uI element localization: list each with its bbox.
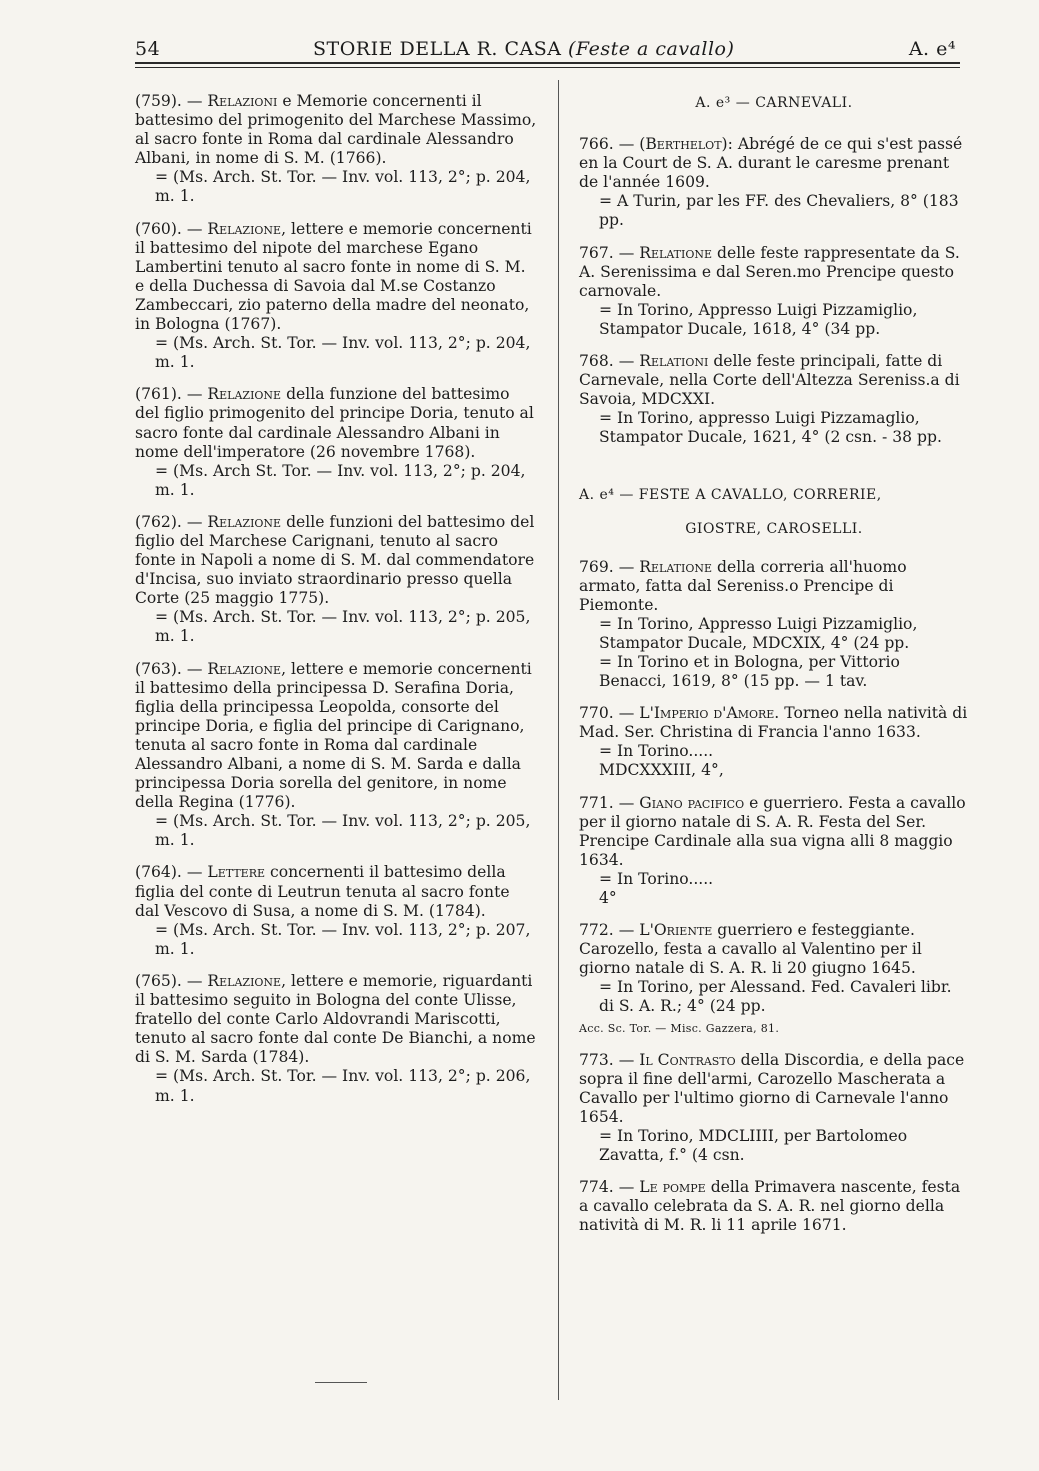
entry-heading: Le pompe <box>639 1178 706 1197</box>
section-heading-carnevali: A. e³ — CARNEVALI. <box>695 95 853 111</box>
entry-body: Torneo nella natività di Mad. Ser. Christina di Francia l'anno 1633. <box>579 704 968 742</box>
entry-text: (763). — Relazione, lettere e memorie concernenti il battesimo della principessa D. Serafina Doria, figlia della principessa Leopolda, consorte del principe Doria, e figlia del principe di Carignano, tenuta al sacro fonte in Roma dal cardinale Alessandro Albani, a nome di S. M. Sarda e dalla principessa Doria sorella del genitore, in nome della Regina (1776). <box>135 659 532 812</box>
catalog-entry <box>135 863 537 958</box>
catalog-entry <box>579 921 969 1038</box>
entry-text: 767. — Relatione delle feste rappresentate da S. A. Serenissima e dal Seren.mo Prencipe questo carnovale. <box>579 243 960 300</box>
entry-body: delle funzioni del battesimo del figlio del Marchese Carignani, tenuto al sacro fonte in Napoli a nome di S. M. dal commendatore d'Incisa, suo inviato straordinario presso quella Corte (25 maggio 1775). <box>135 512 535 608</box>
entry-body: Abrégé de ce qui s'est passé en la Court de S. A. durant le caresme prenant de l'année 1609. <box>579 135 963 192</box>
entry-reference: = In Torino, per Alessand. Fed. Cavaleri libr. di S. A. R.; 4° (24 pp. <box>599 978 952 1016</box>
section-heading-feste-line1: A. e⁴ — FESTE A CAVALLO, CORRERIE, <box>579 486 882 503</box>
page-header <box>135 30 960 64</box>
entry-text: (759). — Relazioni e Memorie concernenti il battesimo del primogenito del Marchese Massimo, al sacro fonte in Roma dal cardinale Alessandro Albani, in nome di S. M. (1766). <box>135 92 537 168</box>
entry-number: 771. <box>579 793 614 812</box>
entry-body: lettere e memorie, riguardanti il battesimo seguito in Bologna del conte Ulisse, fratello del conte Carlo Aldovrandi Mariscotti, tenuto al sacro fonte dal conte De Bianchi, a nome di S. M. Sarda (1784). <box>135 971 536 1067</box>
section-mark: A. e⁴ <box>908 38 956 60</box>
entry-body: della Discordia, e della pace sopra il fine dell'armi, Carozello Mascherata a Cavallo per l'ultimo giorno di Carnevale l'anno 1654. <box>579 1050 965 1126</box>
library-location: Acc. Sc. Tor. — Misc. Gazzera, 81. <box>579 1021 780 1035</box>
running-title <box>313 38 734 60</box>
catalog-entry <box>579 1051 969 1166</box>
entry-body: e Memorie concernenti il battesimo del primogenito del Marchese Massimo, al sacro fonte in Roma dal cardinale Alessandro Albani, in nome di S. M. (1766). <box>135 92 537 168</box>
page-number: 54 <box>135 38 161 60</box>
entry-heading: Relazione <box>207 385 282 404</box>
entry-text: 770. — L'Imperio d'Amore. Torneo nella natività di Mad. Ser. Christina di Francia l'anno 1633. <box>579 704 968 742</box>
entry-body: della funzione del battesimo del figlio primogenito del principe Doria, tenuto al sacro fonte dal cardinale Alessandro Albani in nome dell'imperatore (26 novembre 1768). <box>135 385 534 461</box>
entry-reference: = (Ms. Arch. St. Tor. — Inv. vol. 113, 2°; p. 205, m. 1. <box>155 608 531 646</box>
entry-text: 772. — L'Oriente guerriero e festeggiante. Carozello, festa a cavallo al Valentino per il giorno natale di S. A. R. li 20 giugno 1645. <box>579 921 922 978</box>
entry-number: (763). <box>135 659 182 678</box>
entry-reference: = In Torino..... <box>599 869 714 888</box>
column-divider <box>558 80 559 1400</box>
catalog-entry <box>579 558 969 692</box>
entry-text: 771. — Giano pacifico e guerriero. Festa a cavallo per il giorno natale di S. A. R. Festa del Ser. Prencipe Cardinale alla sua vigna alli 8 maggio 1634. <box>579 793 966 869</box>
entry-reference: = (Ms. Arch St. Tor. — Inv. vol. 113, 2°; p. 204, m. 1. <box>155 461 526 499</box>
section-heading-feste-line2: GIOSTRE, CAROSELLI. <box>685 520 863 537</box>
entry-heading: L'Imperio d'Amore. <box>639 704 780 723</box>
entry-body: della correria all'huomo armato, fatta dal Sereniss.o Prencipe di Piemonte. <box>579 557 907 614</box>
entry-reference: = (Ms. Arch. St. Tor. — Inv. vol. 113, 2°; p. 205, m. 1. <box>155 812 531 850</box>
feste-entries <box>579 558 969 1236</box>
header-rule <box>135 62 960 64</box>
catalog-entry <box>579 352 969 447</box>
entry-number: 769. <box>579 557 614 576</box>
entry-number: (764). <box>135 863 182 882</box>
header-rule-thin <box>135 67 960 68</box>
entry-number: 774. <box>579 1178 614 1197</box>
entry-heading: Relatione <box>639 243 713 262</box>
entry-body: delle feste principali, fatte di Carnevale, nella Corte dell'Altezza Sereniss.a di Savoia, MDCXXI. <box>579 352 960 409</box>
entry-number: (760). <box>135 219 182 238</box>
entry-heading: Relazioni <box>207 92 278 110</box>
entry-reference: = In Torino..... <box>599 742 714 761</box>
section-heading-feste <box>579 484 969 540</box>
catalog-entry <box>579 794 969 909</box>
entry-number: (762). <box>135 512 182 531</box>
entry-number: 766. <box>579 135 614 154</box>
entry-heading: Relazione, <box>207 219 287 238</box>
entry-body: guerriero e festeggiante. Carozello, festa a cavallo al Valentino per il giorno natale di S. A. R. li 20 giugno 1645. <box>579 921 922 978</box>
entry-reference: = In Torino, appresso Luigi Pizzamaglio, Stampator Ducale, 1621, 4° (2 csn. - 38 pp. <box>599 409 942 447</box>
catalog-entry <box>135 385 537 500</box>
entry-body: concernenti il battesimo della figlia del conte di Leutrun tenuta al sacro fonte dal Vescovo di Susa, a nome di S. M. (1784). <box>135 863 510 920</box>
running-title-main: STORIE DELLA R. CASA <box>313 38 562 60</box>
entry-number: 767. <box>579 243 614 262</box>
right-column <box>579 92 969 1249</box>
catalog-entry <box>135 92 537 207</box>
entry-number: (759). <box>135 92 182 110</box>
entry-body: lettere e memorie concernenti il battesimo della principessa D. Serafina Doria, figlia della principessa Leopolda, consorte del principe Doria, e figlia del principe di Carignano, tenuta al sacro fonte in Roma dal cardinale Alessandro Albani, a nome di S. M. Sarda e dalla principessa Doria sorella del genitore, in nome della Regina (1776). <box>135 659 532 812</box>
catalog-entry <box>579 135 969 230</box>
entry-heading: Relazione <box>207 512 282 531</box>
catalog-entry <box>135 972 537 1106</box>
left-column <box>135 92 537 1119</box>
entry-text: 769. — Relatione della correria all'huomo armato, fatta dal Sereniss.o Prencipe di Piemonte. <box>579 557 907 614</box>
entry-heading: Giano pacifico <box>639 793 745 812</box>
catalog-entry <box>579 244 969 339</box>
entry-reference: = In Torino, Appresso Luigi Pizzamiglio, Stampator Ducale, MDCXIX, 4° (24 pp. <box>599 614 918 652</box>
entry-text: (764). — Lettere concernenti il battesimo della figlia del conte di Leutrun tenuta al sacro fonte dal Vescovo di Susa, a nome di S. M. (1784). <box>135 863 510 920</box>
entry-reference: 4° <box>599 889 617 907</box>
entry-text: 768. — Relationi delle feste principali, fatte di Carnevale, nella Corte dell'Altezza Sereniss.a di Savoia, MDCXXI. <box>579 352 960 409</box>
entry-body: lettere e memorie concernenti il battesimo del nipote del marchese Egano Lambertini tenuto al sacro fonte in nome di S. M. e della Duchessa di Savoia dal M.se Costanzo Zambeccari, zio paterno della madre del neonato, in Bologna (1767). <box>135 219 532 334</box>
entry-reference: = (Ms. Arch. St. Tor. — Inv. vol. 113, 2°; p. 207, m. 1. <box>155 920 531 958</box>
entry-heading: L'Oriente <box>639 921 713 940</box>
entry-reference: = In Torino, Appresso Luigi Pizzamiglio, Stampator Ducale, 1618, 4° (34 pp. <box>599 300 918 338</box>
carnevali-entries <box>579 135 969 447</box>
entry-reference: = (Ms. Arch. St. Tor. — Inv. vol. 113, 2°; p. 204, m. 1. <box>155 168 531 206</box>
entry-number: 773. <box>579 1050 614 1069</box>
entry-reference: = (Ms. Arch. St. Tor. — Inv. vol. 113, 2°; p. 204, m. 1. <box>155 334 531 372</box>
entry-reference: = In Torino, MDCLIIII, per Bartolomeo Zavatta, f.° (4 csn. <box>599 1127 908 1165</box>
entry-text: (760). — Relazione, lettere e memorie concernenti il battesimo del nipote del marchese Egano Lambertini tenuto al sacro fonte in nome di S. M. e della Duchessa di Savoia dal M.se Costanzo Zambeccari, zio paterno della madre del neonato, in Bologna (1767). <box>135 219 532 334</box>
entry-number: 768. <box>579 352 614 371</box>
entry-text: 766. — (Berthelot): Abrégé de ce qui s'est passé en la Court de S. A. durant le caresme prenant de l'année 1609. <box>579 135 963 192</box>
catalog-entry <box>135 660 537 851</box>
entry-number: (765). <box>135 971 182 990</box>
entry-heading: (Berthelot): <box>639 135 733 154</box>
entry-text: (761). — Relazione della funzione del battesimo del figlio primogenito del principe Doria, tenuto al sacro fonte dal cardinale Alessandro Albani in nome dell'imperatore (26 novembre 1768). <box>135 385 534 461</box>
catalog-entry <box>135 220 537 373</box>
entry-number: (761). <box>135 385 182 404</box>
running-title-italic: (Feste a cavallo) <box>568 38 735 60</box>
entry-reference: = In Torino et in Bologna, per Vittorio Benacci, 1619, 8° (15 pp. — 1 tav. <box>599 652 900 691</box>
entry-body: delle feste rappresentate da S. A. Serenissima e dal Seren.mo Prencipe questo carnovale. <box>579 243 960 300</box>
entry-text: (765). — Relazione, lettere e memorie, riguardanti il battesimo seguito in Bologna del conte Ulisse, fratello del conte Carlo Aldovrandi Mariscotti, tenuto al sacro fonte dal conte De Bianchi, a nome di S. M. Sarda (1784). <box>135 971 536 1067</box>
catalog-entry <box>579 1178 969 1235</box>
entry-body: e guerriero. Festa a cavallo per il giorno natale di S. A. R. Festa del Ser. Prencipe Cardinale alla sua vigna alli 8 maggio 1634. <box>579 793 966 869</box>
entry-heading: Relatione <box>639 557 713 576</box>
entry-heading: Relazione, <box>207 659 287 678</box>
entry-reference: = (Ms. Arch. St. Tor. — Inv. vol. 113, 2°; p. 206, m. 1. <box>155 1067 531 1105</box>
entry-body: della Primavera nascente, festa a cavallo celebrata da S. A. R. nel giorno della natività di M. R. li 11 aprile 1671. <box>579 1178 961 1235</box>
entry-text: 774. — Le pompe della Primavera nascente, festa a cavallo celebrata da S. A. R. nel giorno della natività di M. R. li 11 aprile 1671. <box>579 1178 961 1235</box>
entry-text: (762). — Relazione delle funzioni del battesimo del figlio del Marchese Carignani, tenuto al sacro fonte in Napoli a nome di S. M. dal commendatore d'Incisa, suo inviato straordinario presso quella Corte (25 maggio 1775). <box>135 512 535 608</box>
catalog-entry <box>135 513 537 647</box>
entry-heading: Relazione, <box>207 971 287 990</box>
entry-reference: MDCXXXIII, 4°, <box>599 761 724 780</box>
entry-heading: Relationi <box>639 352 709 371</box>
entry-number: 772. <box>579 921 614 940</box>
entry-text: 773. — Il Contrasto della Discordia, e della pace sopra il fine dell'armi, Carozello Mascherata a Cavallo per l'ultimo giorno di Carnevale l'anno 1654. <box>579 1050 965 1126</box>
entry-heading: Il Contrasto <box>639 1050 736 1069</box>
end-rule <box>315 1382 367 1383</box>
entry-heading: Lettere <box>207 863 266 882</box>
entry-number: 770. <box>579 704 614 723</box>
entry-reference: = A Turin, par les FF. des Chevaliers, 8° (183 pp. <box>599 192 959 230</box>
catalog-entry <box>579 704 969 780</box>
